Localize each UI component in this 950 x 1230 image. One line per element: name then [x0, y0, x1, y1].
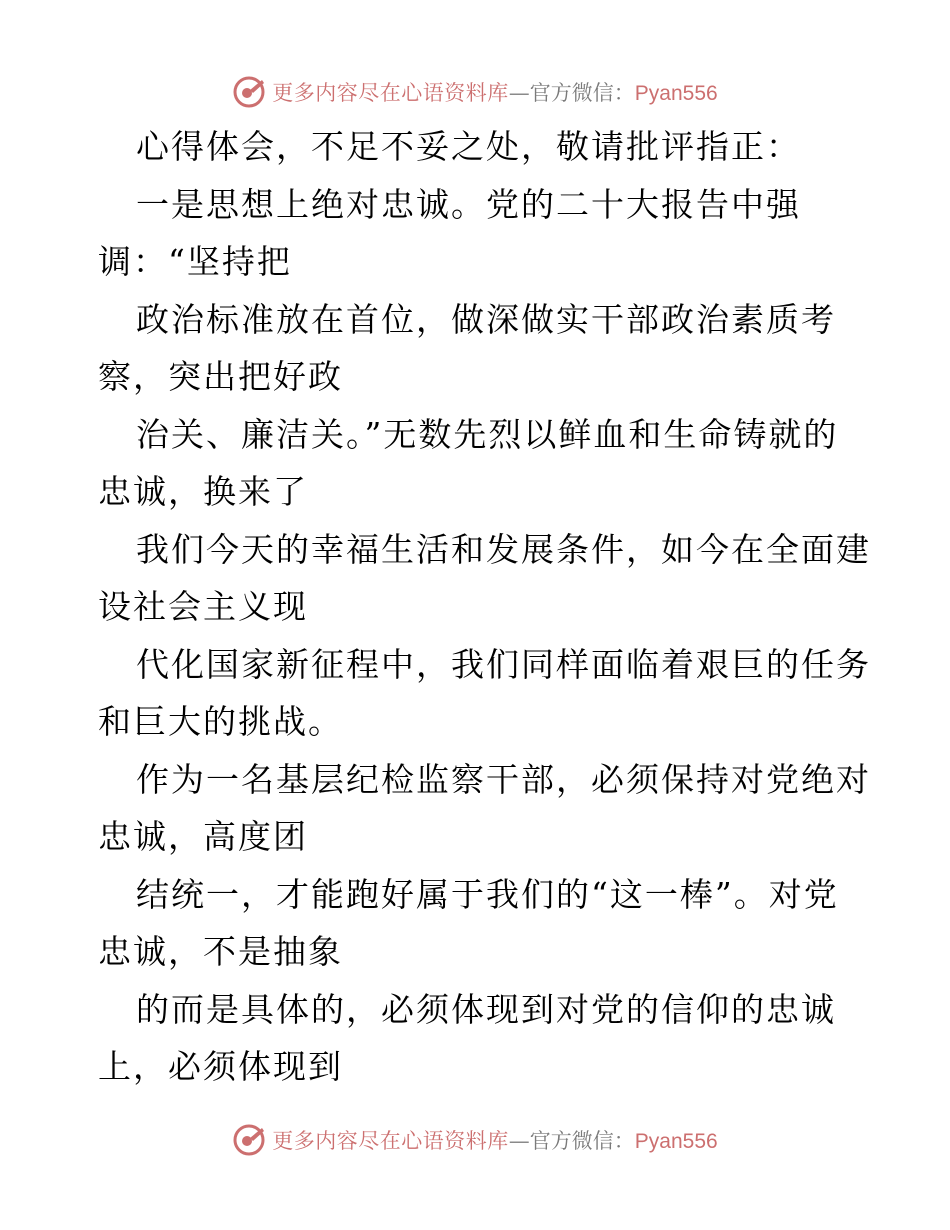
text-line: 政治标准放在首位，做深做实干部政治素质考 — [136, 299, 836, 339]
text-line: 心得体会，不足不妥之处，敬请批评指正： — [136, 127, 801, 166]
text-line: 代化国家新征程中，我们同样面临着艰巨的任务 — [136, 644, 871, 684]
text-line: 忠诚，换来了 — [98, 472, 308, 511]
text-line: 上，必须体现到 — [98, 1047, 343, 1086]
logo-pen-icon — [232, 75, 266, 109]
banner-official-label: 官方微信： — [529, 1129, 635, 1153]
text-line: 和巨大的挑战。 — [98, 702, 343, 741]
text-line: 我们今天的幸福生活和发展条件，如今在全面建 — [136, 529, 871, 569]
logo-pen-icon — [232, 1123, 266, 1157]
banner-wechat-handle: Pyan556 — [634, 1130, 718, 1153]
banner-brand: 更多内容尽在心语资料库 — [272, 81, 509, 105]
text-line: 的而是具体的，必须体现到对党的信仰的忠诚 — [136, 989, 836, 1029]
text-line: 作为一名基层纪检监察干部，必须保持对党绝对 — [136, 759, 871, 799]
banner-wechat-handle: Pyan556 — [634, 82, 718, 105]
text-line: 一是思想上绝对忠诚。党的二十大报告中强 — [136, 184, 801, 224]
banner-brand: 更多内容尽在心语资料库 — [272, 1129, 509, 1153]
header-banner — [0, 70, 950, 114]
banner-dash: — — [508, 81, 530, 105]
text-line: 忠诚，不是抽象 — [98, 932, 343, 971]
banner-official-label: 官方微信： — [529, 81, 635, 105]
text-line: 调：“坚持把 — [98, 242, 292, 281]
text-line: 设社会主义现 — [98, 587, 308, 626]
banner-dash: — — [508, 1129, 530, 1153]
text-line: 忠诚，高度团 — [98, 817, 308, 856]
text-line: 察，突出把好政 — [98, 357, 343, 396]
text-line: 结统一，才能跑好属于我们的“这一棒”。对党 — [136, 874, 839, 914]
text-line: 治关、廉洁关。”无数先烈以鲜血和生命铸就的 — [136, 414, 839, 454]
document-body — [98, 118, 871, 1096]
footer-banner — [0, 1118, 950, 1162]
